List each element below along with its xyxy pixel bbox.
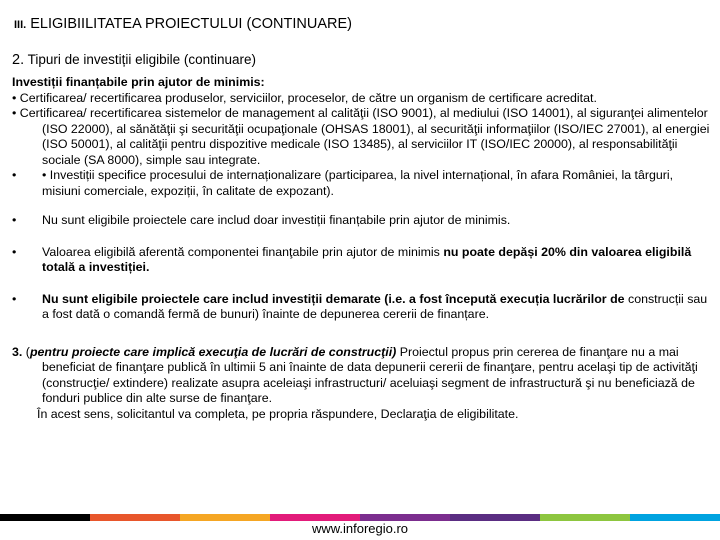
color-bar-segment	[0, 514, 90, 521]
title-text: ELIGIBIILITATEA PROIECTULUI (CONTINUARE)	[30, 16, 352, 32]
section-number: III.	[14, 19, 27, 31]
color-bar-segment	[90, 514, 180, 521]
color-bar-segment	[180, 514, 270, 521]
bullet: •	[12, 213, 17, 227]
minimis-item-text: Certificarea/ recertificarea produselor, serviciilor, proceselor, de către un organism de certificare acreditat.	[19, 90, 597, 105]
subsection-number: 2.	[12, 52, 25, 68]
section-3-paragraph	[12, 345, 712, 407]
bullet: •	[42, 168, 47, 182]
slide-subtitle	[12, 52, 256, 68]
color-bar	[0, 514, 720, 521]
section-3-text: Proiectul propus prin cererea de finanţare nu a mai beneficiat de finanţare publică în ultimii 5 ani înainte de data depunerii cererii de finanţare, pentru acelaşi tip de activităţi (construcţie/ extindere) realizate asupra aceleiaşi infrastructuri/ aceluiaşi segment de infrastructură şi nu beneficiază de fonduri publice din alte surse de finanţare.	[42, 344, 698, 405]
section-3	[12, 345, 712, 423]
subtitle-text: Tipuri de investiții eligibile (continuare)	[27, 52, 256, 67]
minimis-item	[12, 106, 712, 168]
rule-text: Nu sunt eligibile proiectele care includ doar investiții finanțabile prin ajutor de minimis.	[42, 213, 511, 227]
footer-url[interactable]: www.inforegio.ro	[311, 521, 409, 536]
rule-item	[12, 213, 712, 229]
minimis-item-text: Investiții specifice procesului de internaționalizare (participarea, la nivel internațional, în afara României, la târguri, misiuni comerciale, expoziții, în calitate de expozant).	[42, 168, 674, 198]
bullet: •	[12, 106, 17, 120]
rule-text: Valoarea eligibilă aferentă componentei finanţabile prin ajutor de minimis	[42, 244, 444, 259]
color-bar-segment	[270, 514, 360, 521]
section-3-note: În acest sens, solicitantul va completa, pe propria răspundere, Declaraţia de eligibilitate.	[37, 406, 519, 421]
content-body	[12, 75, 712, 422]
rule-text-bold: Nu sunt eligibile proiectele care includ investiții demarate (i.e. a fost începută execuția lucrărilor de	[42, 291, 625, 306]
section-3-condition: pentru proiecte care implică execuţia de lucrări de construcţii)	[29, 344, 397, 359]
rule-text-bold: nu poate depăși 20% din valoarea eligibilă totală a investiției.	[42, 244, 692, 274]
section-3-number: 3.	[12, 344, 23, 359]
bullet: •	[12, 90, 17, 105]
rule-item	[12, 245, 712, 276]
slide-title	[14, 16, 352, 32]
bullet: •	[12, 291, 17, 306]
color-bar-segment	[360, 514, 450, 521]
paren: (	[25, 344, 30, 359]
color-bar-segment	[450, 514, 540, 521]
minimis-heading: Investiții finanțabile prin ajutor de minimis:	[12, 75, 265, 89]
bullet: •	[12, 168, 17, 182]
rule-item	[12, 292, 712, 323]
minimis-item	[12, 91, 712, 107]
color-bar-segment	[540, 514, 630, 521]
rule-text: construcții sau a fost dată o comandă fermă de bunuri) înainte de depunerea cererii de finanțare.	[42, 291, 708, 321]
bullet: •	[12, 244, 17, 259]
color-bar-segment	[630, 514, 720, 521]
minimis-item	[12, 168, 712, 199]
minimis-item-text: Certificarea/ recertificarea sistemelor de management al calităţii (ISO 9001), al mediului (ISO 14001), al siguranţei alimentelor (ISO 22000), al sănătăţii şi securităţii ocupaţionale (OHSAS 18001), al securităţii informaţiilor (ISO/IEC 27001), al energiei (ISO 50001), al calităţii pentru dispozitive medicale (ISO 13485), al serviciilor IT (ISO/IEC 20000), al responsabilităţii sociale (SA 8000), simple sau integrate.	[19, 106, 710, 167]
